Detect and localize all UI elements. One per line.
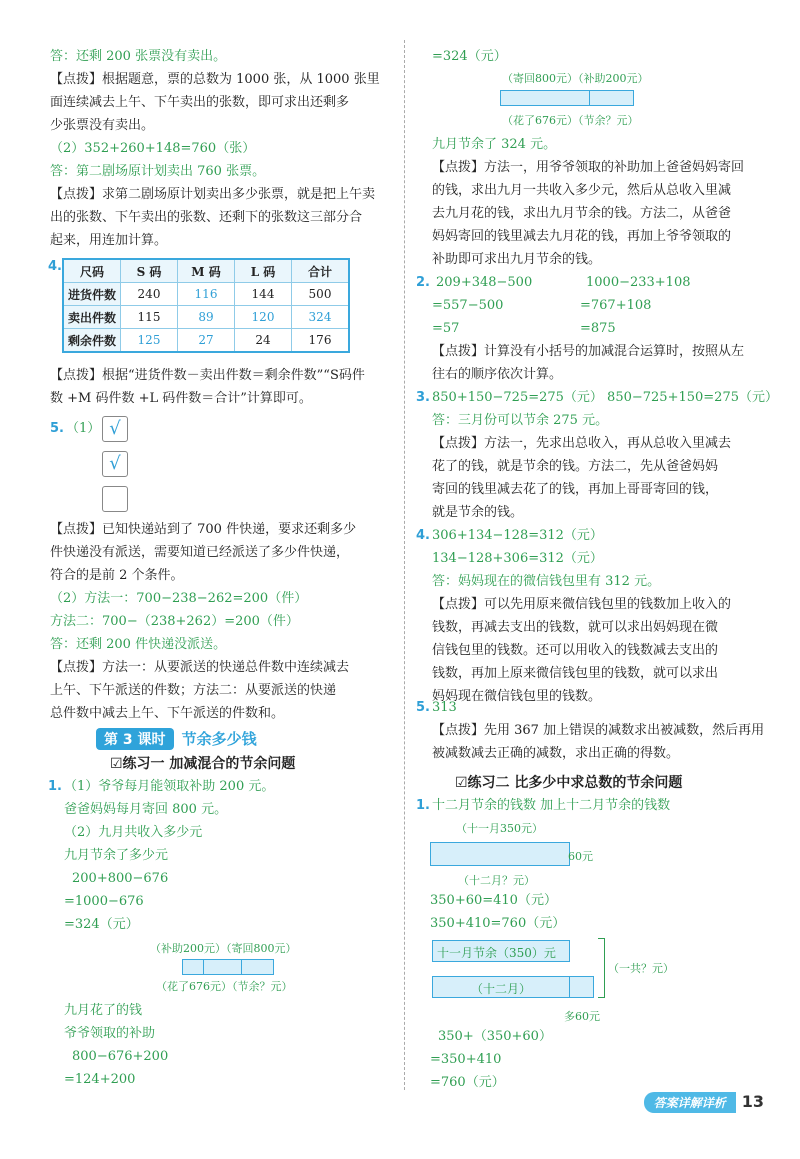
formula-line: 十二月节余的钱数 加上十二月节余的钱数 [432,798,671,813]
formula-line: 350+410=760（元） [430,916,566,931]
formula-line: 850+150−725=275（元） 850−725+150=275（元） [432,390,778,405]
formula-line: 350+60=410（元） [430,893,557,908]
bar-label: （十二月） [471,982,532,996]
formula-line: 爸爸妈妈每月寄回 800 元。 [64,802,228,817]
question-number-1: 1. [48,779,62,794]
formula-line: =1000−676 [64,894,144,909]
bar-diagram [500,90,634,106]
table-cell: 120 [235,306,292,329]
table-cell: 144 [235,283,292,306]
diagram-side-label: 60元 [568,850,593,863]
tip-line: 妈妈寄回的钱里减去九月花的钱，再加上爷爷领取的 [432,229,732,244]
checkbox-3 [102,486,128,512]
tip-line: 【点拨】根据题意，票的总数为 1000 张，从 1000 张里 [50,72,380,87]
tip-line: 件快递没有派送，需要知道已经派送了多少件快递， [50,545,350,560]
formula-line: 九月节余了多少元 [64,848,169,863]
table-cell: 27 [178,329,235,353]
tip-line: 信钱包里的钱数。还可以用收入的钱数减去支出的 [432,643,719,658]
formula-line: =760（元） [430,1075,505,1090]
checkbox-2: √ [102,451,128,477]
tip-line: 少张票没有卖出。 [50,118,155,133]
diagram-top-label: （补助200元）（寄回800元） [150,942,297,955]
formula-line: =875 [580,321,616,336]
exercise-1-heading: ☑练习一 加减混合的节余问题 [110,756,296,772]
formula-line: =767+108 [580,298,652,313]
lesson-title: 节余多少钱 [181,730,257,748]
formula-line: 209+348−500 [436,275,533,290]
sub-question-label: （1） [66,421,101,436]
answer-line: 答：还剩 200 张票没有卖出。 [50,49,227,64]
formula-line: （2）九月共收入多少元 [64,825,203,840]
table-cell: 89 [178,306,235,329]
exercise-2-heading: ☑练习二 比多少中求总数的节余问题 [455,775,683,791]
diagram-bottom-label: （花了676元）（节余？元） [156,980,293,993]
question-number-5: 5. [50,421,64,436]
tip-line: 出的张数、下午卖出的张数、还剩下的张数这三部分合 [50,210,363,225]
formula-line: =57 [432,321,460,336]
answer-line: 九月节余了 324 元。 [432,137,557,152]
table-cell: 剩余件数 [63,329,121,353]
tip-line: 上午、下午派送的件数；方法二：从要派送的快递 [50,683,337,698]
lesson-header [96,728,257,750]
tip-line: 寄回的钱里减去花了的钱，再加上哥哥寄回的钱， [432,482,719,497]
diagram-side-label: （一共？元） [608,962,674,975]
tip-line: 数 +M 码件数 +L 码件数＝合计”计算即可。 [50,391,312,406]
tip-line: 【点拨】可以先用原来微信钱包里的钱数加上收入的 [432,597,732,612]
table-row [63,329,349,353]
tip-line: 往右的顺序依次计算。 [432,367,563,382]
tip-line: 【点拨】方法一，用爷爷领取的补助加上爸爸妈妈寄回 [432,160,745,175]
formula-line: 800−676+200 [72,1049,169,1064]
page-number: 13 [741,1092,764,1111]
tip-line: 【点拨】已知快递站到了 700 件快递，要求还剩多少 [50,522,357,537]
formula-line: （2）方法一：700−238−262=200（件） [50,591,308,606]
diagram-top-label: （十一月350元） [456,822,543,835]
formula-line: 200+800−676 [72,871,169,886]
tip-line: 起来，用连加计算。 [50,233,168,248]
formula-line: 爷爷领取的补助 [64,1026,156,1041]
formula-line: =324（元） [64,917,139,932]
tip-line: 的钱，求出九月一共收入多少元，然后从总收入里减 [432,183,732,198]
bar-diagram-1 [432,940,570,962]
tip-line: 钱数，再加上原来微信钱包里的钱数，就可以求出 [432,666,719,681]
tip-line: 【点拨】计算没有小括号的加减混合运算时，按照从左 [432,344,745,359]
formula-line: =324（元） [432,49,507,64]
table-cell: 24 [235,329,292,353]
bar-diagram [182,959,274,975]
formula-line: 306+134−128=312（元） [432,528,603,543]
tip-line: 妈妈现在微信钱包里的钱数。 [432,689,602,704]
tip-line: 符合的是前 2 个条件。 [50,568,184,583]
table-row [63,306,349,329]
formula-line: 313 [432,700,457,715]
table-cell: M 码 [178,259,235,283]
tip-line: 【点拨】根据“进货件数－卖出件数＝剩余件数”“S码件 [50,368,365,383]
tip-line: 【点拨】求第二剧场原计划卖出多少张票，就是把上午卖 [50,187,376,202]
formula-line: （2）352+260+148=760（张） [50,141,256,156]
formula-line: 1000−233+108 [586,275,691,290]
table-cell: 240 [121,283,178,306]
column-divider [404,40,405,1090]
table-cell: 176 [292,329,350,353]
formula-line: 134−128+306=312（元） [432,551,603,566]
diagram-bottom-label: （十二月？元） [458,874,535,887]
formula-line: 九月花了的钱 [64,1003,143,1018]
formula-line: （1）爷爷每月能领取补助 200 元。 [64,779,275,794]
formula-line: =350+410 [430,1052,502,1067]
tip-line: 【点拨】方法一：从要派送的快递总件数中连续减去 [50,660,350,675]
size-table [62,258,350,353]
tip-line: 面连续减去上午、下午卖出的张数，即可求出还剩多 [50,95,350,110]
table-cell: 125 [121,329,178,353]
question-number-4: 4. [416,528,430,543]
question-number-3: 3. [416,390,430,405]
footer-banner: 答案详解详析 [644,1092,736,1113]
diagram-top-label: （寄回800元）（补助200元） [502,72,649,85]
table-header-row [63,259,349,283]
diagram-bottom-label: 多60元 [564,1010,600,1023]
answer-line: 答：妈妈现在的微信钱包里有 312 元。 [432,574,661,589]
table-cell: 卖出件数 [63,306,121,329]
tip-line: 去九月花的钱，求出九月节余的钱。方法二，从爸爸 [432,206,732,221]
question-number-2: 2. [416,275,430,290]
table-cell: 115 [121,306,178,329]
brace [598,938,605,998]
table-cell: 500 [292,283,350,306]
formula-line: 350+（350+60） [438,1029,552,1044]
table-cell: 116 [178,283,235,306]
question-number-5: 5. [416,700,430,715]
formula-line: 方法二：700−（238+262）=200（件） [50,614,299,629]
table-cell: 进货件数 [63,283,121,306]
tip-line: 补助即可求出九月节余的钱。 [432,252,602,267]
table-cell: L 码 [235,259,292,283]
lesson-tag: 第 3 课时 [96,728,174,750]
table-cell: S 码 [121,259,178,283]
formula-line: =124+200 [64,1072,136,1087]
bar-label: 十一月节余（350）元 [437,946,556,960]
bar-diagram [430,842,570,866]
diagram-bottom-label: （花了676元）（节余？元） [502,114,639,127]
tip-line: 【点拨】先用 367 加上错误的减数求出被减数，然后再用 [432,723,765,738]
tip-line: 【点拨】方法一，先求出总收入，再从总收入里减去 [432,436,732,451]
tip-line: 钱数，再减去支出的钱数，就可以求出妈妈现在微 [432,620,719,635]
answer-line: 答：三月份可以节余 275 元。 [432,413,609,428]
tip-line: 就是节余的钱。 [432,505,524,520]
checkbox-1: √ [102,416,128,442]
table-cell: 324 [292,306,350,329]
question-number-1: 1. [416,798,430,813]
bar-diagram-2 [432,976,594,998]
tip-line: 花了的钱，就是节余的钱。方法二，先从爸爸妈妈 [432,459,719,474]
table-row [63,283,349,306]
tip-line: 被减数减去正确的减数，求出正确的得数。 [432,746,680,761]
answer-line: 答：第二剧场原计划卖出 760 张票。 [50,164,266,179]
page-footer [644,1092,764,1113]
table-cell: 尺码 [63,259,121,283]
formula-line: =557−500 [432,298,504,313]
question-number-4: 4. [48,259,62,274]
table-cell: 合计 [292,259,350,283]
answer-line: 答：还剩 200 件快递没派送。 [50,637,227,652]
tip-line: 总件数中减去上午、下午派送的件数和。 [50,706,285,721]
